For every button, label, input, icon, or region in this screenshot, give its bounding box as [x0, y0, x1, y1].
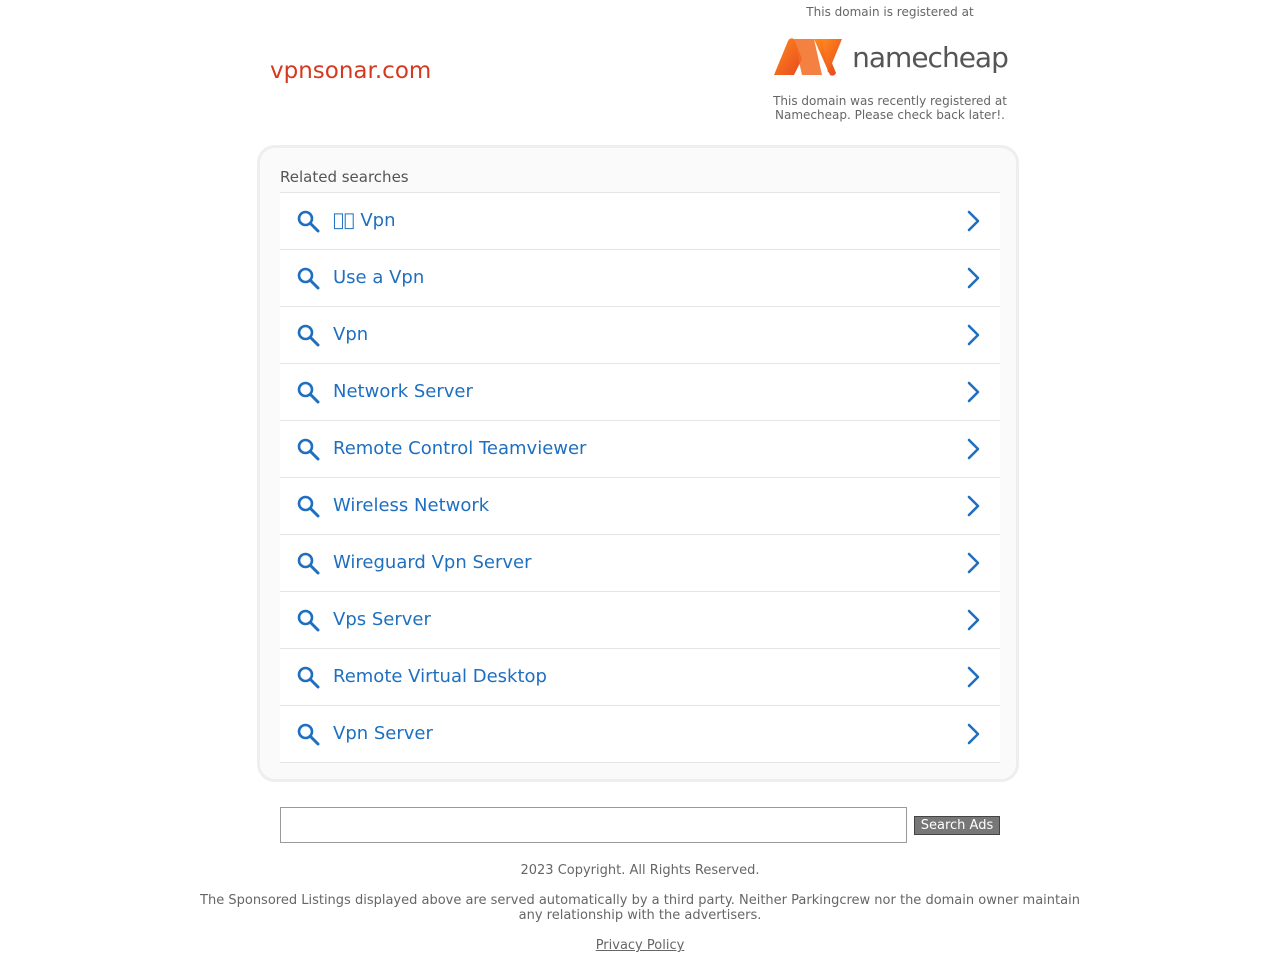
copyright-text: 2023 Copyright. All Rights Reserved. [520, 863, 760, 878]
chevron-right-icon [962, 552, 984, 574]
privacy-policy-row [0, 938, 1280, 953]
registrar-panel [760, 5, 1020, 122]
related-searches-list [280, 192, 1000, 763]
related-search-label: Vpn [333, 324, 369, 345]
search-icon [296, 722, 320, 746]
search-icon [296, 665, 320, 689]
related-search-item[interactable] [280, 649, 1000, 706]
search-icon [296, 551, 320, 575]
related-search-label: Vpn Server [333, 723, 433, 744]
related-search-label: Wireguard Vpn Server [333, 552, 532, 573]
related-search-label: Network Server [333, 381, 473, 402]
related-search-item[interactable] [280, 250, 1000, 307]
namecheap-logo[interactable] [760, 28, 1020, 86]
related-search-label: Use a Vpn [333, 267, 425, 288]
related-search-item[interactable] [280, 193, 1000, 250]
search-icon [296, 608, 320, 632]
chevron-right-icon [962, 267, 984, 289]
related-search-label: Remote Virtual Desktop [333, 666, 547, 687]
search-ads-button[interactable]: Search Ads [914, 816, 1000, 835]
search-icon [296, 380, 320, 404]
related-search-label: Wireless Network [333, 495, 490, 516]
related-search-label: Remote Control Teamviewer [333, 438, 587, 459]
search-icon [296, 266, 320, 290]
search-icon [296, 209, 320, 233]
domain-name: vpnsonar.com [270, 58, 432, 84]
registrar-logo-text: namecheap [852, 40, 1008, 74]
related-search-item[interactable] [280, 478, 1000, 535]
chevron-right-icon [962, 609, 984, 631]
namecheap-logo-icon [772, 37, 844, 77]
related-search-item[interactable] [280, 421, 1000, 478]
related-searches-title: Related searches [280, 168, 409, 186]
related-search-label:    Vpn [333, 210, 396, 231]
related-search-item[interactable] [280, 364, 1000, 421]
search-icon [296, 437, 320, 461]
search-input[interactable] [280, 807, 907, 843]
related-search-item[interactable] [280, 307, 1000, 364]
search-icon [296, 494, 320, 518]
search-icon [296, 323, 320, 347]
registrar-bottom-text: This domain was recently registered at Namecheap. Please check back later!. [773, 94, 1007, 122]
related-search-item[interactable] [280, 592, 1000, 649]
chevron-right-icon [962, 438, 984, 460]
chevron-right-icon [962, 495, 984, 517]
chevron-right-icon [962, 723, 984, 745]
chevron-right-icon [962, 381, 984, 403]
chevron-right-icon [962, 324, 984, 346]
registrar-top-text: This domain is registered at [806, 5, 974, 19]
related-search-label: Vps Server [333, 609, 431, 630]
related-search-item[interactable] [280, 706, 1000, 763]
privacy-policy-link[interactable]: Privacy Policy [595, 938, 685, 953]
chevron-right-icon [962, 666, 984, 688]
disclaimer-text: The Sponsored Listings displayed above are served automatically by a third party. Neither Parkingcrew nor the domain owner maintain any relationship with the advertisers. [200, 893, 1080, 923]
related-search-item[interactable] [280, 535, 1000, 592]
chevron-right-icon [962, 210, 984, 232]
